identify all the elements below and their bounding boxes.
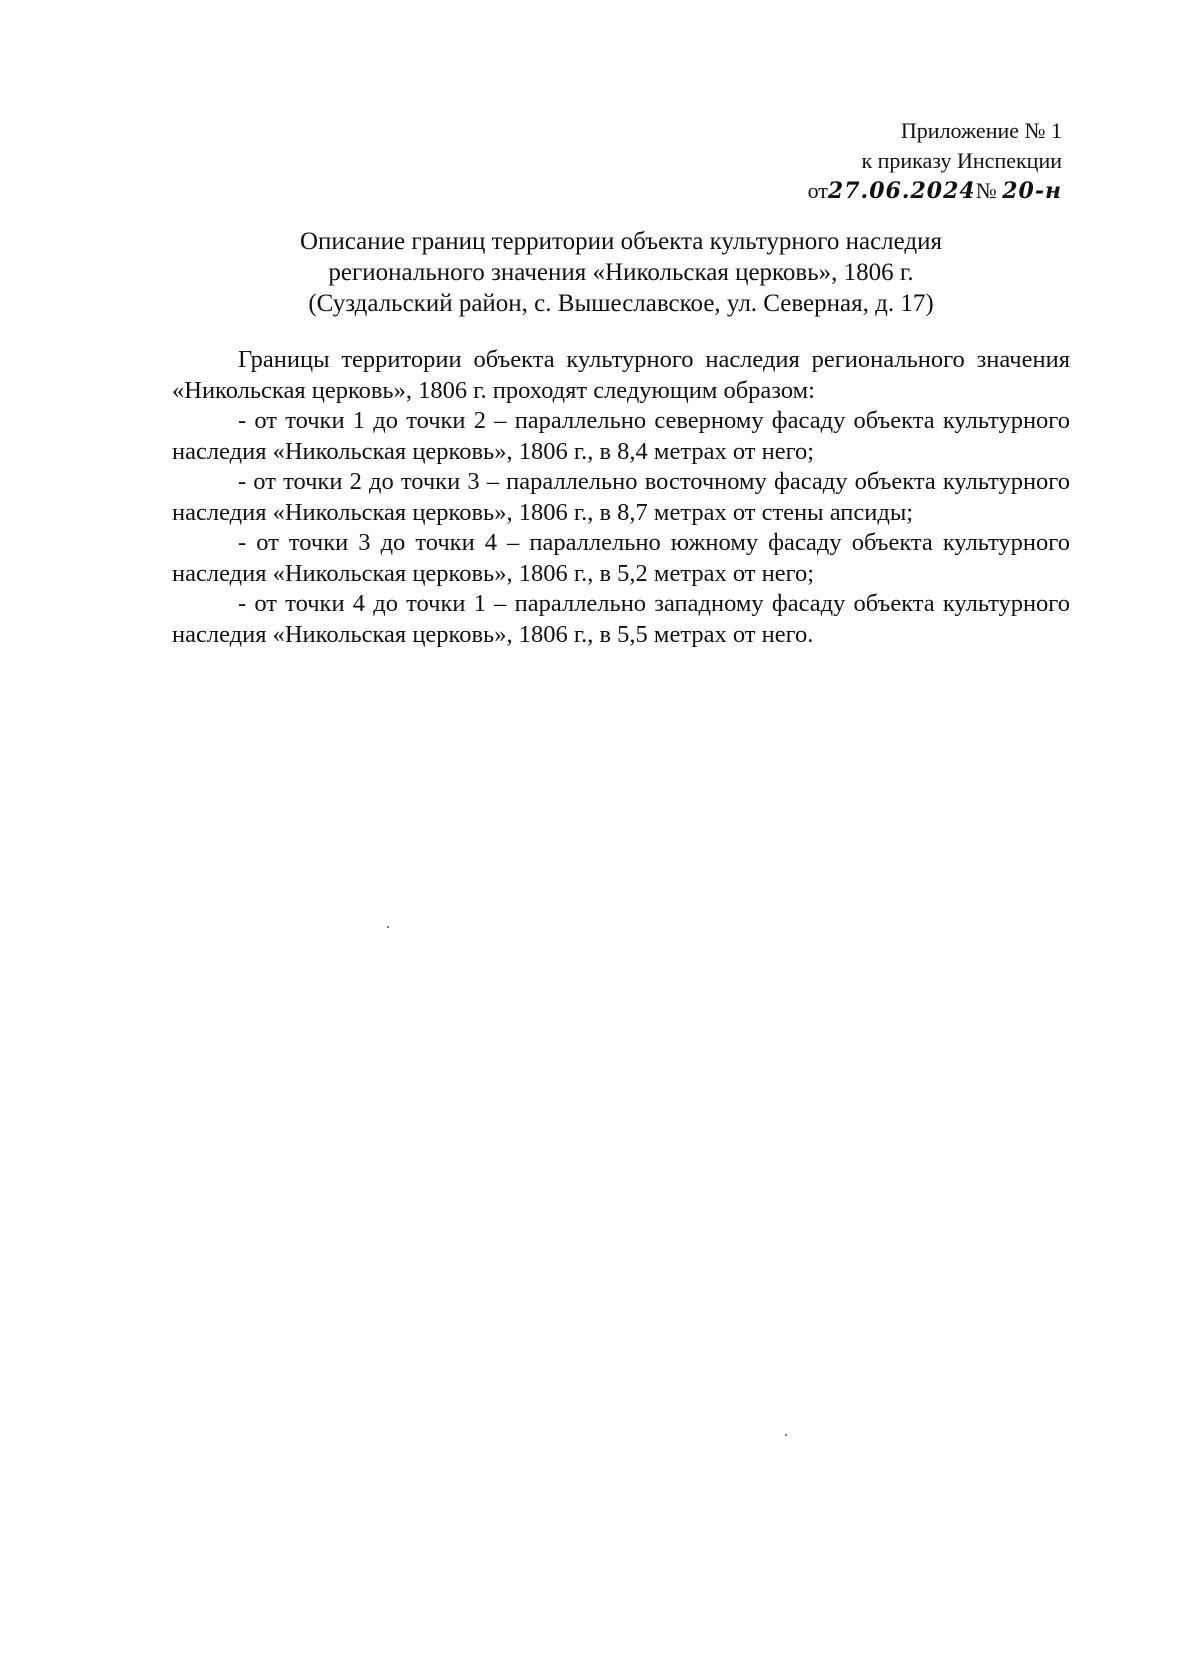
boundary-item-3: - от точки 3 до точки 4 – параллельно южному фасаду объекта культурного наследия «Никольская церковь», 1806 г., в 5,2 метрах от него; xyxy=(172,529,1070,587)
boundary-item-4: - от точки 4 до точки 1 – параллельно западному фасаду объекта культурного наследия «Никольская церковь», 1806 г., в 5,5 метрах от него. xyxy=(172,590,1070,648)
appendix-block xyxy=(808,116,1062,206)
handwritten-number: 20-н xyxy=(1002,178,1062,204)
document-body xyxy=(172,345,1070,650)
document-title xyxy=(172,226,1070,319)
appendix-title: Приложение № 1 xyxy=(900,118,1062,143)
handwritten-date: 27.06.2024 xyxy=(827,178,976,204)
number-sign: № xyxy=(975,178,997,203)
appendix-order-ref: к приказу Инспекции xyxy=(861,148,1062,173)
boundary-item-1: - от точки 1 до точки 2 – параллельно северному фасаду объекта культурного наследия «Никольская церковь», 1806 г., в 8,4 метрах от него; xyxy=(172,407,1070,465)
title-line-1: Описание границ территории объекта культурного наследия xyxy=(299,228,943,255)
boundary-item-2: - от точки 2 до точки 3 – параллельно восточному фасаду объекта культурного наследия «Никольская церковь», 1806 г., в 8,7 метрах от стены апсиды; xyxy=(172,468,1070,526)
body-intro: Границы территории объекта культурного наследия регионального значения «Никольская церковь», 1806 г. проходят следующим образом: xyxy=(172,346,1070,404)
scan-speck xyxy=(387,926,389,928)
scan-speck xyxy=(785,1434,787,1436)
title-line-3: (Суздальский район, с. Вышеславское, ул. Северная, д. 17) xyxy=(308,290,934,317)
appendix-date-number xyxy=(808,176,1062,206)
title-line-2: регионального значения «Никольская церковь», 1806 г. xyxy=(328,259,914,286)
date-prefix: от xyxy=(807,178,828,203)
